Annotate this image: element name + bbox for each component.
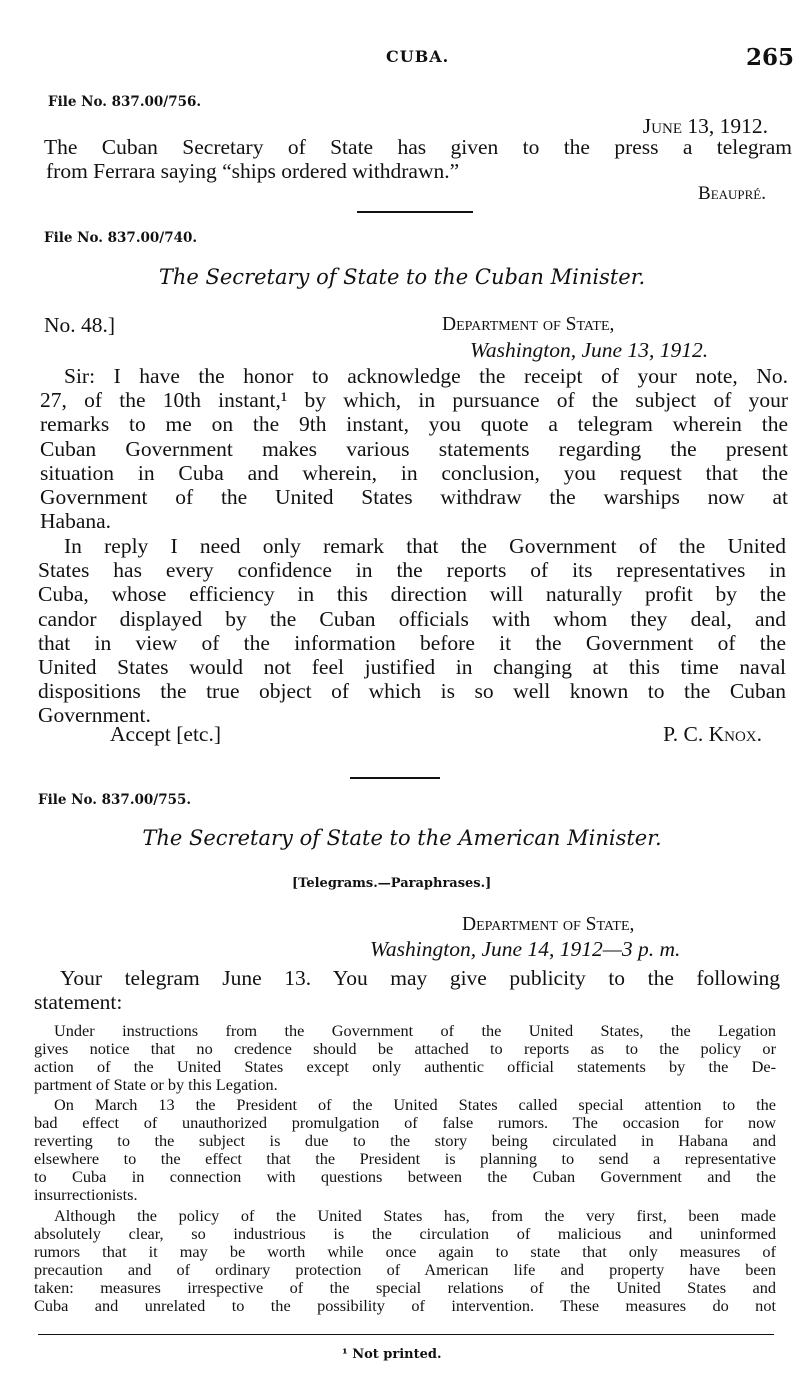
paragraph-line: 27, of the 10th instant,¹ by which, in pursuance of the subject of your <box>40 388 788 413</box>
statement-line: rumors that it may be worth while once again to state that only measures of <box>34 1242 776 1261</box>
paragraph-line: Habana. <box>40 509 112 534</box>
paragraph-line: Sir: I have the honor to acknowledge the receipt of your note, No. <box>64 364 788 388</box>
statement-line: action of the United States except only authentic official statements by the De- <box>34 1057 776 1076</box>
file-number-740: File No. 837.00/740. <box>44 230 198 246</box>
statement-line: elsewhere to the effect that the President is planning to send a representative <box>34 1149 776 1168</box>
statement-line: partment of State or by this Legation. <box>34 1075 278 1094</box>
paragraph-line: In reply I need only remark that the Government of the United <box>64 534 786 558</box>
doc2-heading: The Secretary of State to the Cuban Minister. <box>158 265 646 289</box>
statement-line: reverting to the subject is due to the story being circulated in Habana and <box>34 1131 776 1150</box>
paragraph-line: remarks to me on the 9th instant, you quote a telegram wherein the <box>40 412 788 437</box>
statement-line: Under instructions from the Government of the United States, the Legation <box>54 1021 776 1040</box>
paragraph-line: candor displayed by the Cuban officials with whom they deal, and <box>38 606 786 631</box>
section-divider <box>350 777 440 779</box>
paragraph-line: Government of the United States withdraw the warships now at <box>40 485 788 510</box>
paragraph-line: Cuba, whose efficiency in this direction will naturally profit by the <box>38 582 786 607</box>
doc2-number: No. 48.] <box>44 313 116 337</box>
statement-line: insurrectionists. <box>34 1185 138 1204</box>
statement-line: On March 13 the President of the United States called special attention to the <box>54 1095 776 1114</box>
doc2-place-date: Washington, June 13, 1912. <box>470 338 709 362</box>
doc2-closing: Accept [etc.] <box>110 722 222 746</box>
doc1-body <box>44 135 792 183</box>
doc3-intro <box>34 966 780 1014</box>
paragraph-line: Your telegram June 13. You may give publicity to the following <box>60 966 780 990</box>
statement-line: bad effect of unauthorized promulgation of false rumors. The occasion for now <box>34 1113 776 1132</box>
doc2-signature: P. C. Knox. <box>663 722 762 746</box>
section-divider <box>357 211 473 213</box>
doc1-signature: Beaupré. <box>698 183 766 204</box>
paragraph-line: States has every confidence in the reports of its representatives in <box>38 558 786 583</box>
paragraph-line: United States would not feel justified in changing at this time naval <box>38 655 786 680</box>
statement-line: Cuba and unrelated to the possibility of intervention. These measures do not <box>34 1296 776 1315</box>
statement-paragraph-1 <box>34 1022 776 1094</box>
paragraph-line: statement: <box>34 990 123 1015</box>
statement-line: absolutely clear, so industrious is the circulation of malicious and uninformed <box>34 1224 776 1243</box>
paragraph-line: situation in Cuba and wherein, in conclusion, you request that the <box>40 460 788 485</box>
doc1-line: The Cuban Secretary of State has given to the press a telegram <box>44 135 792 159</box>
doc1-line: from Ferrara saying “ships ordered withdrawn.” <box>46 159 460 184</box>
paragraph-line: Cuban Government makes various statements regarding the present <box>40 436 788 461</box>
doc2-paragraph-2 <box>38 534 786 728</box>
doc2-paragraph-1 <box>40 364 788 533</box>
doc1-date: June 13, 1912. <box>642 114 768 138</box>
file-number-756: File No. 837.00/756. <box>48 94 202 110</box>
statement-line: gives notice that no credence should be attached to reports as to the policy or <box>34 1039 776 1058</box>
paragraph-line: that in view of the information before it the Government of the <box>38 630 786 655</box>
statement-paragraph-3 <box>34 1207 776 1315</box>
file-number-755: File No. 837.00/755. <box>38 792 192 808</box>
running-head: CUBA. <box>386 47 450 66</box>
statement-line: taken: measures irrespective of the special relations of the United States and <box>34 1278 776 1297</box>
doc2-department: Department of State, <box>442 314 615 335</box>
page-number: 265 <box>745 44 794 71</box>
paragraph-line: Government. <box>38 703 151 728</box>
statement-paragraph-2 <box>34 1096 776 1204</box>
footnote: ¹ Not printed. <box>342 1347 442 1362</box>
statement-line: precaution and of ordinary protection of American life and property have been <box>34 1260 776 1279</box>
doc3-subheading: [Telegrams.—Paraphrases.] <box>292 876 492 891</box>
statement-line: Although the policy of the United States has, from the very first, been made <box>54 1206 776 1225</box>
doc3-place-date: Washington, June 14, 1912—3 p. m. <box>370 937 681 961</box>
paragraph-line: dispositions the true object of which is so well known to the Cuban <box>38 679 786 704</box>
footnote-rule <box>38 1334 774 1335</box>
doc3-department: Department of State, <box>462 914 635 935</box>
statement-line: to Cuba in connection with questions between the Cuban Government and the <box>34 1167 776 1186</box>
doc3-heading: The Secretary of State to the American Minister. <box>142 826 662 850</box>
